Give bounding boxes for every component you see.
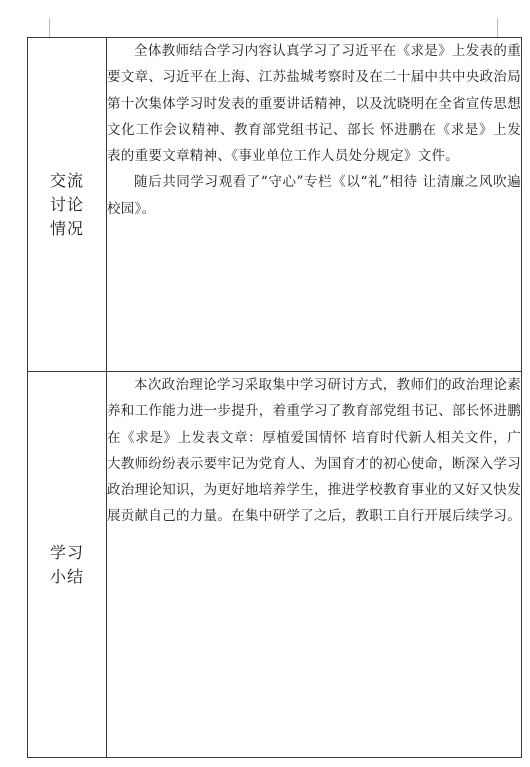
record-table xyxy=(27,37,522,758)
label-line: 学习 xyxy=(49,542,84,562)
discussion-label-cell xyxy=(28,38,107,372)
label-line: 情况 xyxy=(49,218,84,238)
summary-content-cell xyxy=(107,372,522,758)
discussion-content-cell xyxy=(107,38,522,372)
label-line: 交流 xyxy=(49,170,84,190)
discussion-paragraph: 随后共同学习观看了“守心”专栏《以“礼”相待 让清廉之风吹遍校园》。 xyxy=(107,174,521,217)
discussion-paragraph: 全体教师结合学习内容认真学习了习近平在《求是》上发表的重要文章、习近平在上海、江苏盐城考察时及在二十届中共中央政治局第十次集体学习时发表的重要讲话精神，以及沈晓明在全省宣传思想文化工作会议精神、教育部党组书记、部长 怀进鹏在《求是》上发表的重要文章精神、《事业单位工作人员处分规定》文件。 xyxy=(107,43,521,165)
table-row-summary xyxy=(28,372,522,758)
label-line: 讨论 xyxy=(49,194,84,214)
label-line: 小结 xyxy=(49,566,84,586)
table-row-discussion xyxy=(28,38,522,372)
summary-paragraph: 本次政治理论学习采取集中学习研讨方式，教师们的政治理论素养和工作能力进一步提升，着重学习了教育部党组书记、部长怀进鹏在《求是》上发表文章：厚植爱国情怀 培育时代新人相关文件，广大教师纷纷表示要牢记为党育人、为国育才的初心使命，断深入学习政治理论知识，为更好地培养学生，推进学校教育事业的又好又快发展贡献自己的力量。在集中研学了之后，教职工自行开展后续学习。 xyxy=(107,377,521,525)
top-table-border-stub xyxy=(497,18,498,38)
top-table-border-stub xyxy=(49,18,50,38)
summary-label-cell xyxy=(28,372,107,758)
